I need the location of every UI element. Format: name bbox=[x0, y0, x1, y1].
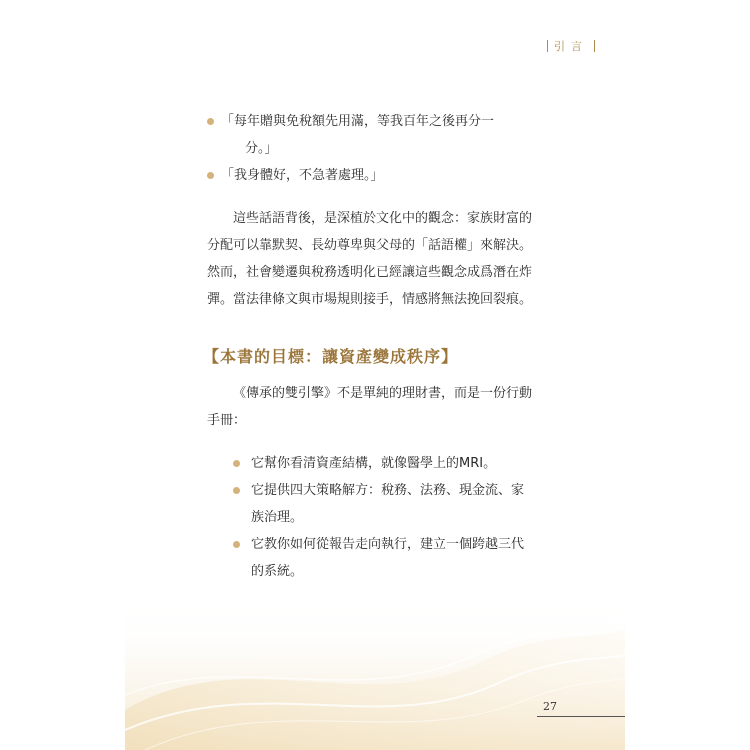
bullet-dot-icon bbox=[207, 118, 214, 125]
paragraph-line: 彈。當法律條文與市場規則接手，情感將無法挽回裂痕。 bbox=[207, 292, 533, 307]
page-number-rule bbox=[537, 716, 625, 717]
quote-text-continued: 分。」 bbox=[245, 141, 278, 156]
running-header bbox=[547, 38, 595, 54]
bullet-dot-icon bbox=[233, 460, 240, 467]
decorative-wave-background bbox=[125, 600, 625, 750]
bullet-dot-icon bbox=[233, 487, 240, 494]
chapter-title: 引言 bbox=[554, 40, 588, 53]
list-item bbox=[233, 477, 548, 531]
paragraph-line: 然而，社會變遷與稅務透明化已經讓這些觀念成爲潛在炸 bbox=[207, 265, 533, 280]
list-item-text: 它幫你看清資產結構，就像醫學上的MRI。 bbox=[251, 456, 497, 471]
paragraph-line: 這些話語背後，是深植於文化中的觀念：家族財富的 bbox=[233, 211, 533, 226]
book-page bbox=[125, 0, 625, 750]
quote-text: 「每年贈與免稅額先用滿，等我百年之後再分一 bbox=[221, 114, 495, 129]
list-item-text-continued: 族治理。 bbox=[251, 510, 304, 525]
header-right-bar bbox=[594, 40, 595, 52]
goal-list bbox=[233, 450, 548, 585]
intro-line: 手冊： bbox=[207, 413, 247, 428]
bullet-dot-icon bbox=[207, 172, 214, 179]
body-paragraph bbox=[207, 205, 547, 313]
list-item bbox=[233, 531, 548, 585]
paragraph-line: 分配可以靠默契、長幼尊卑與父母的「話語權」來解決。 bbox=[207, 238, 533, 253]
list-item bbox=[233, 450, 548, 477]
list-item-text: 它提供四大策略解方：稅務、法務、現金流、家 bbox=[251, 483, 525, 498]
section-intro bbox=[207, 380, 547, 434]
page-number: 27 bbox=[543, 700, 557, 713]
quote-text: 「我身體好，不急著處理。」 bbox=[221, 168, 384, 183]
quote-item bbox=[207, 108, 547, 135]
bullet-dot-icon bbox=[233, 541, 240, 548]
intro-line: 《傳承的雙引擎》不是單純的理財書，而是一份行動 bbox=[233, 386, 533, 401]
section-heading: 【本書的目標：讓資產變成秩序】 bbox=[203, 347, 459, 366]
quote-block bbox=[207, 108, 547, 313]
list-item-text-continued: 的系統。 bbox=[251, 564, 304, 579]
quote-item bbox=[207, 162, 547, 189]
list-item-text: 它教你如何從報告走向執行，建立一個跨越三代 bbox=[251, 537, 525, 552]
header-left-bar bbox=[547, 40, 548, 52]
